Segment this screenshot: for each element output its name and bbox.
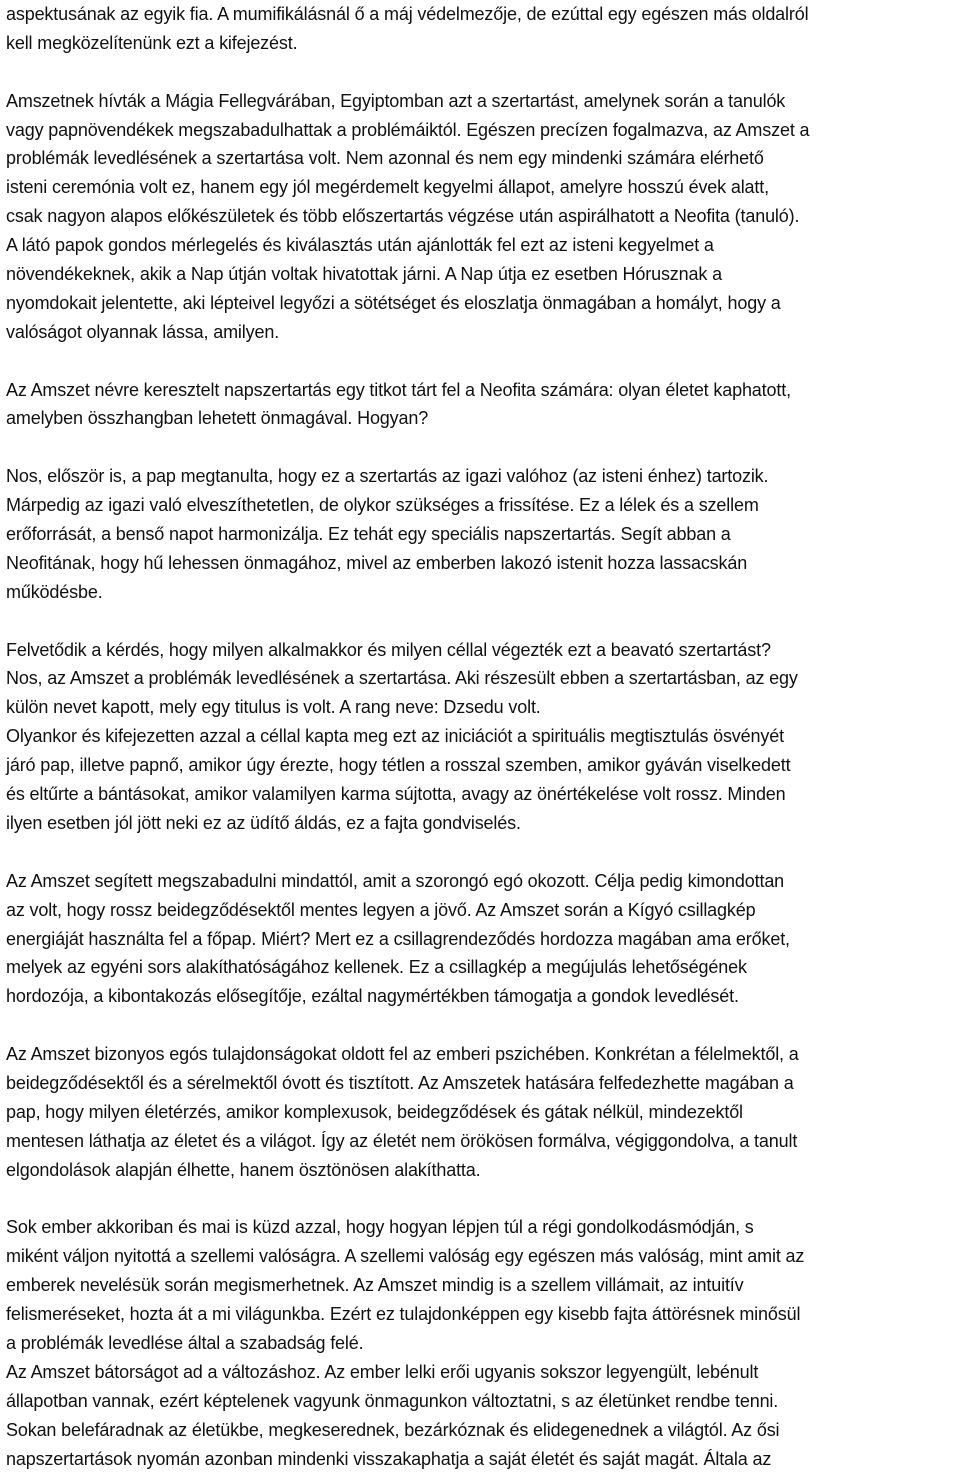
text-line: az volt, hogy rossz beidegződésektől mentes legyen a jövő. Az Amszet során a Kígyó csillagkép xyxy=(6,899,756,920)
text-line: aspektusának az egyik fia. A mumifikálásnál ő a máj védelmezője, de ezúttal egy egészen más oldalról xyxy=(6,4,809,24)
paragraph-gap xyxy=(6,607,958,636)
text-line: Az Amszet névre keresztelt napszertartás egy titkot tárt fel a Neofita számára: olyan életet kaphatott, xyxy=(6,379,791,400)
text-line: vagy papnövendékek megszabadulhattak a problémáiktól. Egészen precízen fogalmazva, az Amszet a xyxy=(6,119,810,140)
text-line: energiáját használta fel a főpap. Miért? Mert ez a csillagrendeződés hordozza magában ama erőket, xyxy=(6,928,790,949)
text-line: külön nevet kapott, mely egy titulus is volt. A rang neve: Dzsedu volt. xyxy=(6,697,541,718)
document-body xyxy=(6,0,958,1473)
text-line: Felvetődik a kérdés, hogy milyen alkalmakkor és milyen céllal végezték ezt a beavató szertartást? xyxy=(6,639,771,660)
text-line: felismeréseket, hozta át a mi világunkba. Ezért ez tulajdonképpen egy kisebb fajta áttörésnek minősül xyxy=(6,1304,801,1325)
paragraph-gap xyxy=(6,1185,958,1214)
text-line: Sok ember akkoriban és mai is küzd azzal, hogy hogyan lépjen túl a régi gondolkodásmódján, s xyxy=(6,1217,754,1238)
text-line: Az Amszet bizonyos egós tulajdonságokat oldott fel az emberi pszichében. Konkrétan a félelmektől, a xyxy=(6,1044,799,1065)
text-line: növendékeknek, akik a Nap útján voltak hivatottak járni. A Nap útja ez esetben Hórusznak a xyxy=(6,264,722,285)
text-line: Nos, az Amszet a problémák levedlésének a szertartása. Aki részesült ebben a szertartásban, az egy xyxy=(6,668,798,689)
text-line: Neofitának, hogy hű lehessen önmagához, mivel az emberben lakozó istenit hozza lassacskán xyxy=(6,552,748,573)
text-line: erőforrását, a benső napot harmonizálja. Ez tehát egy speciális napszertartás. Segít abban a xyxy=(6,524,731,545)
paragraph-7 xyxy=(6,1040,958,1184)
text-line: Amszetnek hívták a Mágia Fellegvárában, Egyiptomban azt a szertartást, amelynek során a tanulók xyxy=(6,90,786,111)
text-line: hordozója, a kibontakozás elősegítője, ezáltal nagymértékben támogatja a gondok levedlését. xyxy=(6,986,739,1007)
text-line: Sokan belefáradnak az életükbe, megkeserednek, bezárkóznak és elidegenednek a világtól. Az ősi xyxy=(6,1419,780,1440)
text-line: elgondolások alapján élhette, hanem ösztönösen alakíthatta. xyxy=(6,1159,481,1180)
paragraph-5 xyxy=(6,636,958,838)
text-line: melyek az egyéni sors alakíthatóságához kellenek. Ez a csillagkép a megújulás lehetőségének xyxy=(6,957,747,978)
text-line: a problémák levedlése által a szabadság felé. xyxy=(6,1332,364,1353)
paragraph-6 xyxy=(6,867,958,1011)
text-line: mentesen láthatja az életet és a világot. Így az életét nem örökösen formálva, végiggondolva, a tanult xyxy=(6,1130,798,1151)
text-line: amelyben összhangban lehetett önmagával. Hogyan? xyxy=(6,408,429,429)
text-line: járó pap, illetve papnő, amikor úgy érezte, hogy tétlen a rosszal szemben, amikor gyáván viselkedett xyxy=(6,755,791,776)
text-line: emberek nevelésük során megismerhetnek. Az Amszet mindig is a szellem villámait, az intuitív xyxy=(6,1275,744,1296)
text-line: és eltűrte a bántásokat, amikor valamilyen karma sújtotta, avagy az önértékelése volt rossz. Minden xyxy=(6,784,786,805)
text-line: A látó papok gondos mérlegelés és kiválasztás után ajánlották fel ezt az isteni kegyelmet a xyxy=(6,235,714,256)
text-line: napszertartások nyomán azonban mindenki visszakaphatja a saját életét és saját magát. Általa az xyxy=(6,1448,772,1469)
text-line: ilyen esetben jól jött neki ez az üdítő áldás, ez a fajta gondviselés. xyxy=(6,812,521,833)
text-line: működésbe. xyxy=(6,581,103,602)
text-line: isteni ceremónia volt ez, hanem egy jól megérdemelt kegyelmi állapot, amelyre hosszú évek alatt, xyxy=(6,177,769,198)
paragraph-gap xyxy=(6,58,958,87)
text-line: csak nagyon alapos előkészületek és több előszertartás végzése után aspirálhatott a Neofita (tanuló). xyxy=(6,206,800,227)
paragraph-2 xyxy=(6,87,958,347)
text-line: miként váljon nyitottá a szellemi valóságra. A szellemi valóság egy egészen más valóság, mint amit az xyxy=(6,1246,805,1267)
paragraph-4 xyxy=(6,462,958,606)
text-line: Nos, először is, a pap megtanulta, hogy ez a szertartás az igazi valóhoz (az isteni énhez) tartozik. xyxy=(6,466,769,487)
text-line: nyomdokait jelentette, aki lépteivel legyőzi a sötétséget és eloszlatja önmagában a homályt, hogy a xyxy=(6,292,781,313)
text-line: problémák levedlésének a szertartása volt. Nem azonnal és nem egy mindenki számára elérhető xyxy=(6,148,764,169)
text-line: Márpedig az igazi való elveszíthetetlen, de olykor szükséges a frissítése. Ez a lélek és a szellem xyxy=(6,495,759,516)
text-line: valóságot olyannak lássa, amilyen. xyxy=(6,321,280,342)
text-line: pap, hogy milyen életérzés, amikor komplexusok, beidegződések és gátak nélkül, mindezektől xyxy=(6,1101,743,1122)
text-line: Olyankor és kifejezetten azzal a céllal kapta meg ezt az iniciációt a spirituális megtisztulás ösvényét xyxy=(6,726,784,747)
text-line: Az Amszet segített megszabadulni mindattól, amit a szorongó egó okozott. Célja pedig kimondottan xyxy=(6,870,785,891)
paragraph-gap xyxy=(6,838,958,867)
text-line: Az Amszet bátorságot ad a változáshoz. Az ember lelki erői ugyanis sokszor legyengült, lebénult xyxy=(6,1361,759,1382)
paragraph-gap xyxy=(6,433,958,462)
paragraph-8 xyxy=(6,1213,958,1473)
paragraph-3 xyxy=(6,376,958,434)
paragraph-gap xyxy=(6,1011,958,1040)
text-line: kell megközelítenünk ezt a kifejezést. xyxy=(6,32,298,53)
paragraph-gap xyxy=(6,347,958,376)
text-line: állapotban vannak, ezért képtelenek vagyunk önmagunkon változtatni, s az életünket rendbe tenni. xyxy=(6,1390,779,1411)
text-line: beidegződésektől és a sérelmektől óvott és tisztított. Az Amszetek hatására felfedezhette magában a xyxy=(6,1072,794,1093)
paragraph-1 xyxy=(6,0,958,58)
